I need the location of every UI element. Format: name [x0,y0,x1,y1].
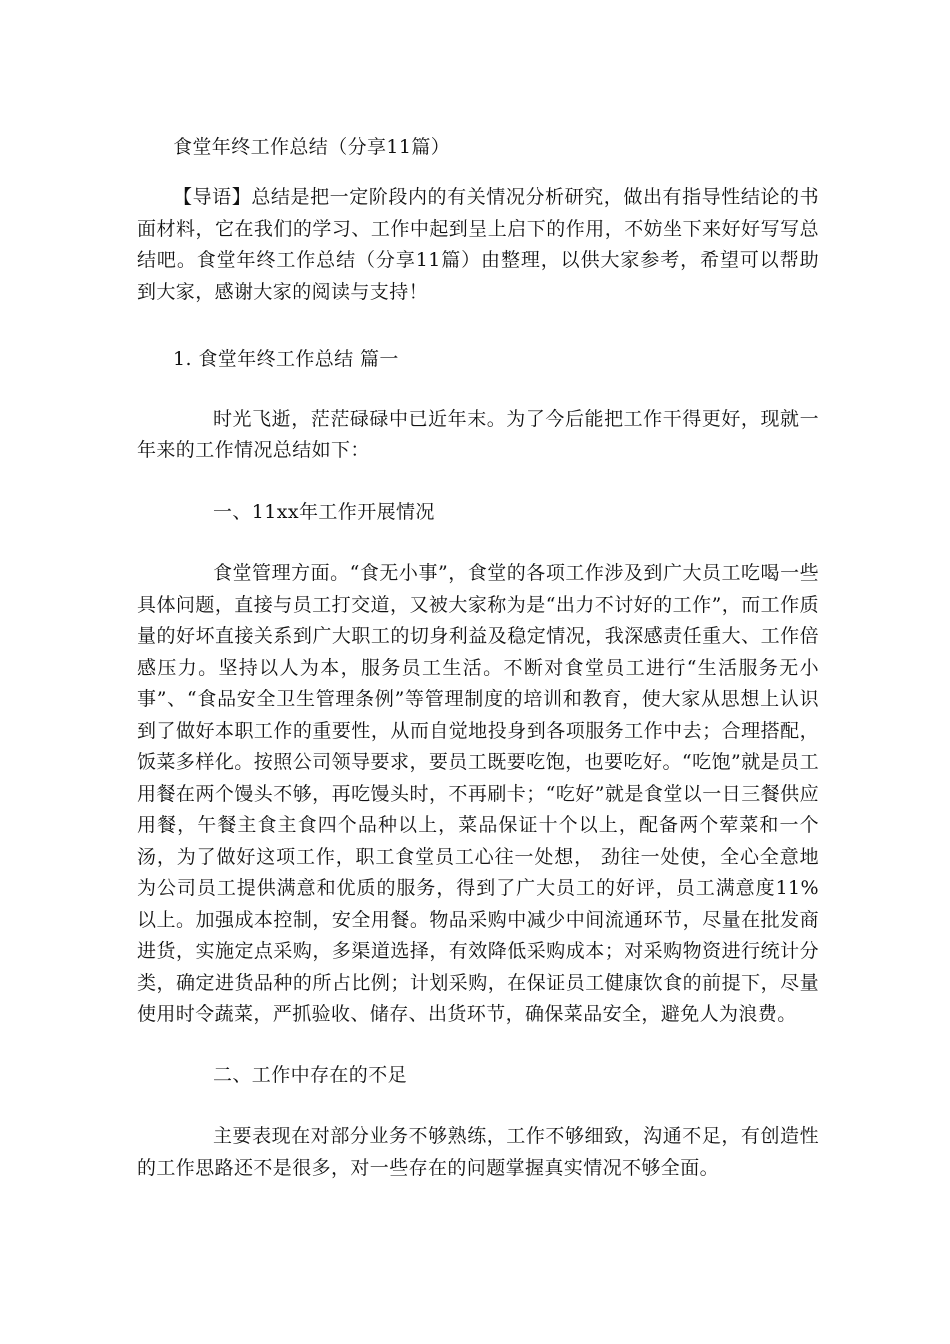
section-paragraph: 时光飞逝，茫茫碌碌中已近年末。为了今后能把工作干得更好，现就一年来的工作情况总结如下： [137,407,819,461]
subsection-heading-1: 一、11xx年工作开展情况 [213,500,435,523]
subsection-paragraph-2: 主要表现在对部分业务不够熟练，工作不够细致，沟通不足，有创造性的工作思路还不是很多，对一些存在的问题掌握真实情况不够全面。 [137,1125,819,1179]
subsection-paragraph-1: 食堂管理方面。“食无小事”，食堂的各项工作涉及到广大员工吃喝一些具体问题，直接与员工打交道，又被大家称为是“出力不讨好的工作”，而工作质量的好坏直接关系到广大职工的切身利益及稳定情况，我深感责任重大、工作倍感压力。坚持以人为本，服务员工生活。不断对食堂员工进行“生活服务无小事”、“食品安全卫生管理条例”等管理制度的培训和教育，使大家从思想上认识到了做好本职工作的重要性，从而自觉地投身到各项服务工作中去；合理搭配，饭菜多样化。按照公司领导要求，要员工既要吃饱，也要吃好。“吃饱”就是员工用餐在两个馒头不够，再吃馒头时，不再刷卡；“吃好”就是食堂以一日三餐供应用餐，午餐主食主食四个品种以上，菜品保证十个以上，配备两个荤菜和一个汤，为了做好这项工作，职工食堂员工心往一处想， 劲往一处使，全心全意地为公司员工提供满意和优质的服务，得到了广大员工的好评，员工满意度11%以上。加强成本控制，安全用餐。物品采购中减少中间流通环节，尽量在批发商进货，实施定点采购，多渠道选择，有效降低采购成本；对采购物资进行统计分类，确定进货品种的所占比例；计划采购，在保证员工健康饮食的前提下，尽量使用时令蔬菜，严抓验收、储存、出货环节，确保菜品安全，避免人为浪费。 [137,562,819,1025]
intro-paragraph: 【导语】总结是把一定阶段内的有关情况分析研究，做出有指导性结论的书面材料，它在我们的学习、工作中起到呈上启下的作用，不妨坐下来好好写写总结吧。食堂年终工作总结（分享11篇）由整理，以供大家参考，希望可以帮助到大家，感谢大家的阅读与支持！ [137,186,819,303]
section-heading: 1. 食堂年终工作总结 篇一 [173,348,399,370]
document-title: 食堂年终工作总结（分享11篇） [173,136,451,158]
document-page [137,126,819,1184]
subsection-heading-2: 二、工作中存在的不足 [213,1063,408,1086]
